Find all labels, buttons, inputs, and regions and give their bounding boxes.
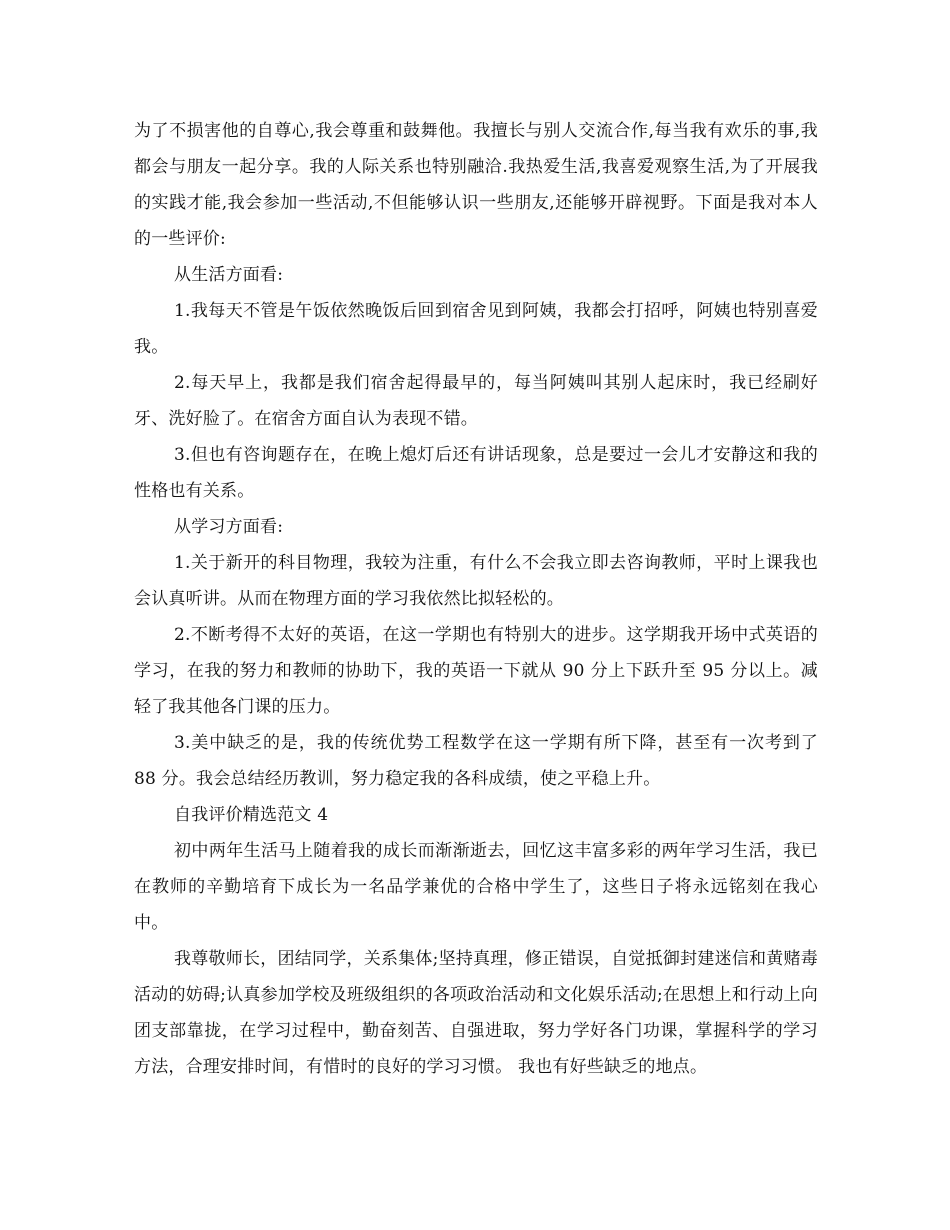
document-body <box>134 113 818 1085</box>
paragraph: 初中两年生活马上随着我的成长而渐渐逝去，回忆这丰富多彩的两年学习生活，我已在教师的辛勤培育下成长为一名品学兼优的合格中学生了，这些日子将永远铭刻在我心中。 <box>134 841 818 933</box>
section-heading: 自我评价精选范文 4 <box>174 805 329 825</box>
paragraph: 2.每天早上，我都是我们宿舍起得最早的，每当阿姨叫其别人起床时，我已经刷好牙、洗好脸了。在宿舍方面自认为表现不错。 <box>134 373 818 429</box>
paragraph: 从学习方面看: <box>174 517 284 537</box>
paragraph: 3.美中缺乏的是，我的传统优势工程数学在这一学期有所下降，甚至有一次考到了 88 分。我会总结经历教训，努力稳定我的各科成绩，使之平稳上升。 <box>134 733 818 789</box>
paragraph: 我尊敬师长，团结同学，关系集体;坚持真理，修正错误，自觉抵御封建迷信和黄赌毒活动的妨碍;认真参加学校及班级组织的各项政治活动和文化娱乐活动;在思想上和行动上向团支部靠拢，在学习过程中，勤奋刻苦、自强进取，努力学好各门功课，掌握科学的学习方法，合理安排时间，有惜时的良好的学习习惯。 我也有好些缺乏的地点。 <box>134 949 818 1077</box>
paragraph: 1.我每天不管是午饭依然晚饭后回到宿舍见到阿姨，我都会打招呼，阿姨也特别喜爱我。 <box>134 301 818 357</box>
paragraph: 从生活方面看: <box>174 265 284 285</box>
paragraph: 3.但也有咨询题存在，在晚上熄灯后还有讲话现象，总是要过一会儿才安静这和我的性格也有关系。 <box>134 445 818 501</box>
paragraph: 为了不损害他的自尊心,我会尊重和鼓舞他。我擅长与别人交流合作,每当我有欢乐的事,我都会与朋友一起分享。我的人际关系也特别融洽.我热爱生活,我喜爱观察生活,为了开展我的实践才能,我会参加一些活动,不但能够认识一些朋友,还能够开辟视野。下面是我对本人的一些评价: <box>134 121 818 249</box>
paragraph: 1.关于新开的科目物理，我较为注重，有什么不会我立即去咨询教师，平时上课我也会认真听讲。从而在物理方面的学习我依然比拟轻松的。 <box>134 553 818 609</box>
paragraph: 2.不断考得不太好的英语，在这一学期也有特别大的进步。这学期我开场中式英语的学习，在我的努力和教师的协助下，我的英语一下就从 90 分上下跃升至 95 分以上。减轻了我其他各门课的压力。 <box>134 625 818 717</box>
